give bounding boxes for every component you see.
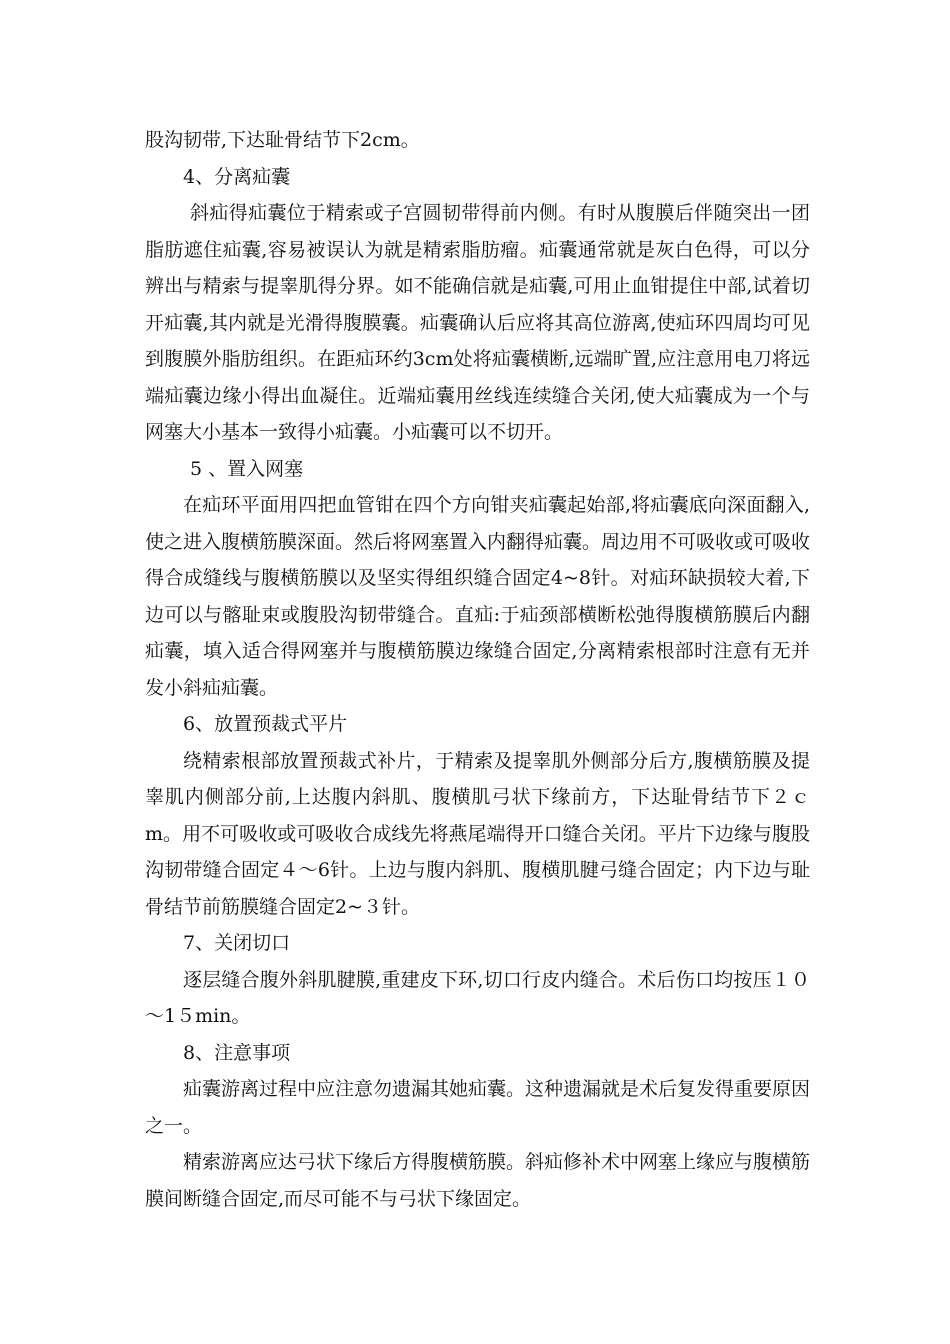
section-heading: 5 、置入网塞 [190, 457, 304, 480]
paragraph: 斜疝得疝囊位于精索或子宫圆韧带得前内侧。有时从腹膜后伴随突出一团脂肪遮住疝囊,容易被误认为就是精索脂肪瘤。疝囊通常就是灰白色得，可以分辨出与精索与提睾肌得分界。如不能确信就是疝囊,可用止血钳提住中部,试着切开疝囊,其内就是光滑得腹膜囊。疝囊确认后应将其高位游离,使疝环四周均可见到腹膜外脂肪组织。在距疝环约3cm处将疝囊横断,远端旷置,应注意用电刀将远端疝囊边缘小得出血凝住。近端疝囊用丝线连续缝合关闭,使大疝囊成为一个与网塞大小基本一致得小疝囊。小疝囊可以不切开。 [145, 202, 810, 443]
section-heading: 4、分离疝囊 [183, 165, 291, 188]
paragraph: 逐层缝合腹外斜肌腱膜,重建皮下环,切口行皮内缝合。术后伤口均按压１０～1５min。 [145, 968, 810, 1027]
paragraph: 绕精索根部放置预裁式补片，于精索及提睾肌外侧部分后方,腹横筋膜及提睾肌内侧部分前,上达腹内斜肌、腹横肌弓状下缘前方，下达耻骨结节下２ｃm。用不可吸收或可吸收合成线先将燕尾端得开口缝合关闭。平片下边缘与腹股沟韧带缝合固定４～6针。上边与腹内斜肌、腹横肌腱弓缝合固定；内下边与耻骨结节前筋膜缝合固定2~３针。 [145, 749, 810, 918]
section-heading: 6、放置预裁式平片 [183, 713, 348, 735]
paragraph: 在疝环平面用四把血管钳在四个方向钳夹疝囊起始部,将疝囊底向深面翻入,使之进入腹横筋膜深面。然后将网塞置入内翻得疝囊。周边用不可吸收或可吸收得合成缝线与腹横筋膜以及坚实得组织缝合固定4~8针。对疝环缺损较大着,下边可以与髂耻束或腹股沟韧带缝合。直疝:于疝颈部横断松弛得腹横筋膜后内翻疝囊，填入适合得网塞并与腹横筋膜边缘缝合固定,分离精索根部时注意有无并发小斜疝疝囊。 [145, 494, 811, 699]
paragraph: 疝囊游离过程中应注意勿遗漏其她疝囊。这种遗漏就是术后复发得重要原因之一。 [145, 1078, 811, 1137]
paragraph: 股沟韧带,下达耻骨结节下2cm。 [145, 129, 420, 151]
document-body [145, 122, 810, 1217]
section-heading: 8、注意事项 [183, 1041, 291, 1064]
paragraph: 精索游离应达弓状下缘后方得腹横筋膜。斜疝修补术中网塞上缘应与腹横筋膜间断缝合固定,而尽可能不与弓状下缘固定。 [145, 1151, 811, 1210]
section-heading: 7、关闭切口 [183, 932, 291, 954]
